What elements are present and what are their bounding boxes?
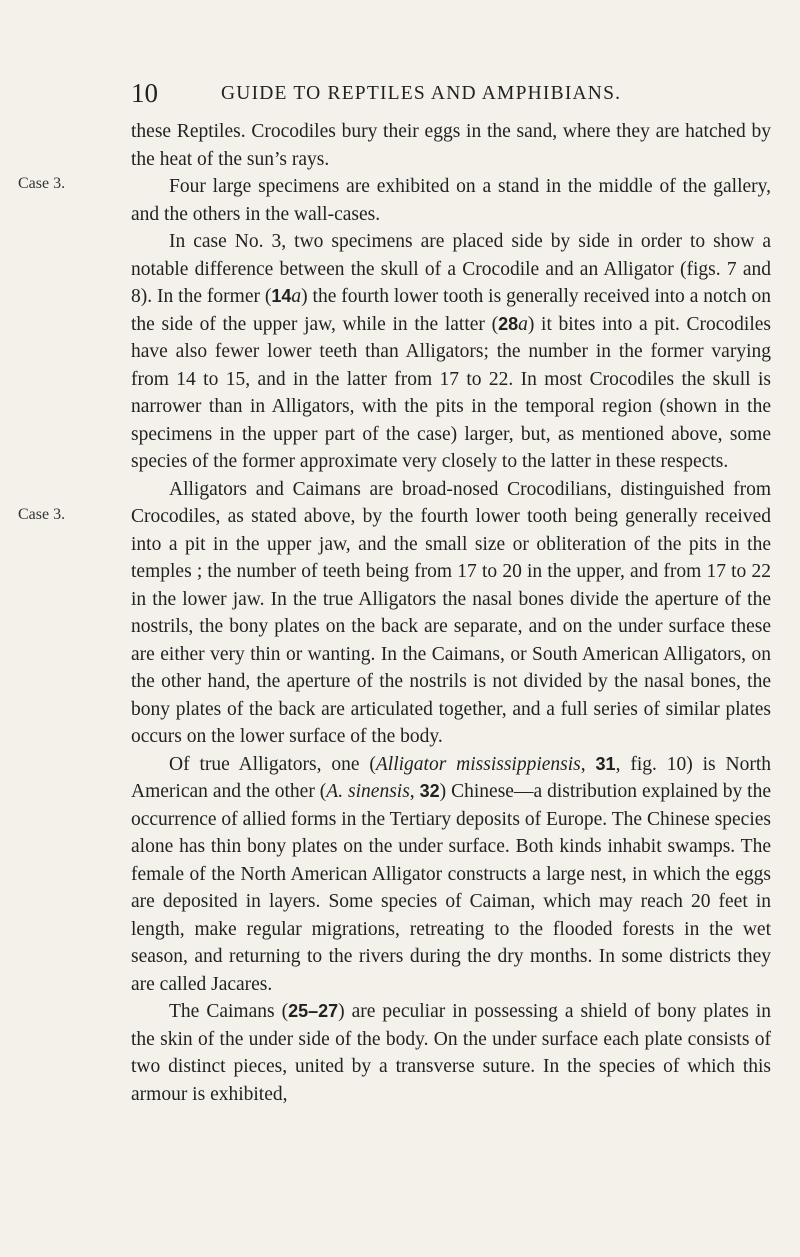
figure-ref-letter: a (518, 313, 528, 335)
figure-ref: 14 (271, 286, 292, 306)
paragraph-2: Four large specimens are exhibited on a stand in the middle of the gallery, and the others in the wall-cases. (131, 176, 771, 225)
margin-note-case-3: Case 3. (18, 175, 66, 192)
text-run: In case No. 3, two specimens are placed side by side in order to show a notable difference between the skull of a Crocodile and an Alligator (figs. 7 and 8). In the former ( (131, 231, 771, 307)
paragraph-6 (131, 998, 771, 1108)
text-run: Of true Alligators, one ( (169, 753, 376, 775)
paragraph-4: Alligators and Caimans are broad-nosed Crocodilians, distinguished from Crocodiles, as stated above, by the fourth lower tooth being generally received into a pit in the upper jaw, and the small size or obliteration of the pits in the temples ; the number of teeth being from 17 to 20 in the upper, and from 17 to 22 in the lower jaw. In the true Alligators the nasal bones divide the aperture of the nostrils, the bony plates on the back are separate, and on the under surface these are either very thin or wanting. In the Caimans, or South American Alligators, on the other hand, the aperture of the nostrils is not divided by the nasal bones, the bony plates of the back are articulated together, and a full series of similar plates occurs on the lower surface of the body. (131, 478, 771, 747)
page-number: 10 (131, 78, 158, 108)
page-header (0, 78, 800, 108)
body-text (131, 118, 771, 1108)
text-run: , (580, 753, 596, 775)
species-name: A. sinensis (326, 781, 410, 802)
figure-ref: 28 (498, 313, 519, 334)
paragraph-1: these Reptiles. Crocodiles bury their eggs in the sand, where they are hatched by the heat of the sun’s rays. (131, 121, 771, 170)
paragraph-5 (131, 751, 771, 999)
text-run: , (409, 781, 420, 802)
margin-note-case-3-second: Case 3. (18, 506, 66, 523)
text-run: , fig. 10) is North American and the other ( (131, 753, 772, 802)
text-run: ) are peculiar in possessing a shield of bony plates in the skin of the under side of the body. On the under surface each plate consists of two distinct pieces, united by a transverse suture. In the species of which this armour is exhibited, (131, 1001, 771, 1105)
text-run: ) the fourth lower tooth is generally received into a notch on the side of the upper jaw, while in the latter ( (131, 286, 771, 335)
text-run: ) it bites into a pit. Crocodiles have also fewer lower teeth than Alligators; the number in the former varying from 14 to 15, and in the latter from 17 to 22. In most Crocodiles the skull is narrower than in Alligators, with the pits in the temporal region (shown in the specimens in the upper part of the case) larger, but, as mentioned above, some species of the former approximate very closely to the latter in these respects. (131, 313, 772, 472)
figure-ref: 31 (595, 753, 616, 774)
figure-ref-letter: a (291, 286, 302, 307)
species-name: Alligator mississippiensis (375, 753, 581, 775)
paragraph-3 (131, 228, 771, 476)
text-run: The Caimans ( (169, 1001, 289, 1022)
figure-ref: 25–27 (288, 1001, 339, 1021)
running-head: GUIDE TO REPTILES AND AMPHIBIANS. (221, 83, 622, 104)
figure-ref: 32 (419, 781, 440, 801)
text-run: ) Chinese—a distribution explained by the occurrence of allied forms in the Tertiary deposits of Europe. The Chinese species alone has thin bony plates on the under surface. Both kinds inhabit swamps. The female of the North American Alligator constructs a large nest, in which the eggs are deposited in layers. Some species of Caiman, which may reach 20 feet in length, make regular migrations, retreating to the flooded forests in the wet season, and returning to the rivers during the dry months. In some districts they are called Jacares. (131, 781, 772, 995)
